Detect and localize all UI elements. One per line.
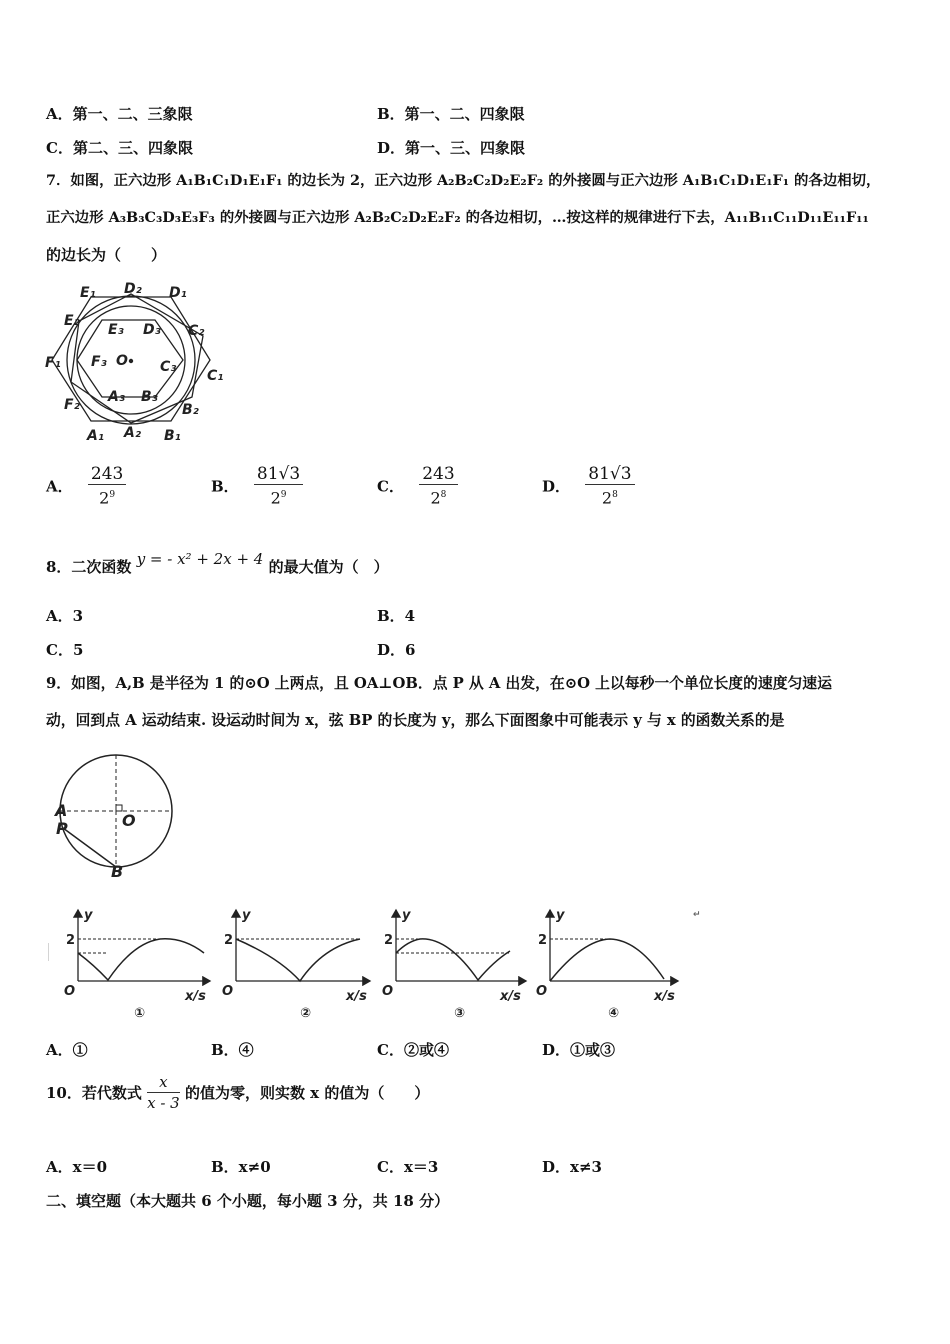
- graph-1-tick-2: 2: [66, 933, 76, 948]
- graph-4-tick-2: 2: [538, 933, 548, 948]
- label-a1: A₁: [87, 428, 104, 444]
- q8-suffix: 的最大值为（ ）: [268, 558, 389, 576]
- nested-hexagons-figure: [42, 278, 227, 446]
- q7-stem-line3: 的边长为（ ）: [46, 246, 167, 264]
- q7-option-b: [211, 464, 303, 508]
- q7-option-a: [46, 464, 126, 508]
- q6-option-a: A．第一、二、三象限: [46, 105, 193, 123]
- label-o: O: [116, 353, 128, 369]
- q7-option-a-num: 243: [88, 464, 126, 485]
- label-b: B: [111, 862, 124, 881]
- q7-option-b-num: 81√3: [254, 464, 303, 485]
- q7-option-d: [542, 464, 635, 508]
- q7-option-c-num: 243: [419, 464, 457, 485]
- label-c1: C₁: [207, 368, 224, 384]
- graph-3-x-label: x/s: [500, 989, 521, 1004]
- graph-4-origin: O: [536, 984, 548, 999]
- label-d3: D₃: [143, 322, 161, 338]
- q10-option-a: A．x＝0: [46, 1158, 108, 1176]
- q7-option-a-label: A．: [46, 477, 73, 496]
- circle-ab-figure: [50, 754, 180, 882]
- label-o: O: [122, 811, 136, 830]
- q8-formula: y = - x² + 2x + 4: [136, 550, 264, 568]
- graph-3-y-label: y: [402, 908, 411, 923]
- q10-fraction: [147, 1072, 180, 1113]
- q10-option-c: C．x＝3: [377, 1158, 439, 1176]
- return-mark-icon: ↵: [693, 910, 701, 920]
- label-a: A: [55, 801, 68, 820]
- q7-option-c-label: C．: [377, 477, 404, 496]
- label-b3: B₃: [141, 389, 158, 405]
- q8-option-d: D．6: [377, 641, 416, 659]
- q7-option-a-den: $2^9$: [99, 488, 116, 508]
- q9-stem-line1: 9．如图，A,B 是半径为 1 的⊙O 上两点，且 OA⊥OB．点 P 从 A 出发，在⊙O 上以每秒一个单位长度的速度匀速运: [46, 675, 832, 692]
- q7-stem-line2: 正六边形 A₃B₃C₃D₃E₃F₃ 的外接圆与正六边形 A₂B₂C₂D₂E₂F₂ 的各边相切，…按这样的规律进行下去，A₁₁B₁₁C₁₁D₁₁E₁₁F₁₁: [46, 209, 869, 226]
- graph-4-x-label: x/s: [654, 989, 675, 1004]
- graph-2-y-label: y: [242, 908, 251, 923]
- q6-option-b: B．第一、二、四象限: [377, 105, 525, 123]
- label-d1: D₁: [169, 285, 187, 301]
- q7-option-b-fraction: [254, 464, 303, 508]
- section-2-heading: 二、填空题（本大题共 6 个小题，每小题 3 分，共 18 分）: [46, 1192, 450, 1210]
- q10-suffix: 的值为零，则实数 x 的值为（ ）: [184, 1084, 430, 1102]
- graph-2-x-label: x/s: [346, 989, 367, 1004]
- graph-1-x-label: x/s: [185, 989, 206, 1004]
- q7-option-b-label: B．: [211, 477, 239, 496]
- graph-4: [550, 910, 678, 981]
- q9-stem-line2: 动，回到点 A 运动结束. 设运动时间为 x，弦 BP 的长度为 y，那么下面图象中可能表示 y 与 x 的函数关系的是: [46, 712, 785, 729]
- q7-option-d-num: 81√3: [585, 464, 634, 485]
- q8-option-b: B．4: [377, 607, 416, 625]
- graph-3-origin: O: [382, 984, 394, 999]
- q7-option-c-den: $2^8$: [430, 488, 447, 508]
- q7-option-c: [377, 464, 458, 508]
- q8-option-a: A．3: [46, 607, 84, 625]
- graph-4-y-label: y: [556, 908, 565, 923]
- graph-4-tag: ④: [608, 1006, 620, 1021]
- graph-2-origin: O: [222, 984, 234, 999]
- q6-option-c: C．第二、三、四象限: [46, 139, 193, 157]
- graph-3-tag: ③: [454, 1006, 466, 1021]
- q10-stem: [46, 1072, 429, 1113]
- q10-frac-num: x: [147, 1072, 180, 1093]
- label-e2: E₂: [64, 313, 80, 329]
- graph-2: [236, 910, 370, 981]
- graph-3: [396, 910, 526, 981]
- q7-stem-line1: 7．如图，正六边形 A₁B₁C₁D₁E₁F₁ 的边长为 2，正六边形 A₂B₂C₂D₂E₂F₂ 的外接圆与正六边形 A₁B₁C₁D₁E₁F₁ 的各边相切，: [46, 172, 881, 189]
- q9-option-a: A．①: [46, 1041, 88, 1059]
- label-b2: B₂: [182, 402, 199, 418]
- graph-1-y-label: y: [84, 908, 93, 923]
- center-point-o: [129, 359, 133, 363]
- q9-option-d: D．①或③: [542, 1041, 616, 1059]
- label-a2: A₂: [124, 425, 141, 441]
- graph-1: [78, 910, 210, 981]
- q7-option-d-fraction: [585, 464, 634, 508]
- graph-1-tag: ①: [134, 1006, 146, 1021]
- q8-option-c: C．5: [46, 641, 84, 659]
- q7-option-a-fraction: [88, 464, 126, 508]
- q10-prefix: 10．若代数式: [46, 1084, 142, 1102]
- q10-frac-den: x - 3: [147, 1094, 180, 1112]
- label-e1: E₁: [80, 285, 96, 301]
- label-a3: A₃: [108, 389, 125, 405]
- q9-option-b: B．④: [211, 1041, 254, 1059]
- label-c3: C₃: [160, 359, 177, 375]
- q9-graphs: [48, 905, 708, 1023]
- label-e3: E₃: [108, 322, 124, 338]
- q10-option-b: B．x≠0: [211, 1158, 271, 1176]
- label-b1: B₁: [164, 428, 181, 444]
- label-c2: C₂: [188, 323, 205, 339]
- q7-option-b-den: $2^9$: [270, 488, 287, 508]
- label-p: P: [56, 819, 68, 838]
- graph-3-tick-2: 2: [384, 933, 394, 948]
- q10-option-d: D．x≠3: [542, 1158, 602, 1176]
- label-f2: F₂: [64, 397, 80, 413]
- label-f1: F₁: [45, 355, 61, 371]
- label-d2: D₂: [124, 281, 142, 297]
- q6-option-d: D．第一、三、四象限: [377, 139, 526, 157]
- q8-stem: [46, 550, 389, 577]
- q7-option-c-fraction: [419, 464, 457, 508]
- graph-2-tag: ②: [300, 1006, 312, 1021]
- q9-option-c: C．②或④: [377, 1041, 449, 1059]
- q7-option-d-den: $2^8$: [601, 488, 618, 508]
- graph-1-origin: O: [64, 984, 76, 999]
- q7-option-d-label: D．: [542, 477, 571, 496]
- graph-2-tick-2: 2: [224, 933, 234, 948]
- label-f3: F₃: [91, 354, 107, 370]
- q8-prefix: 8．二次函数: [46, 558, 132, 576]
